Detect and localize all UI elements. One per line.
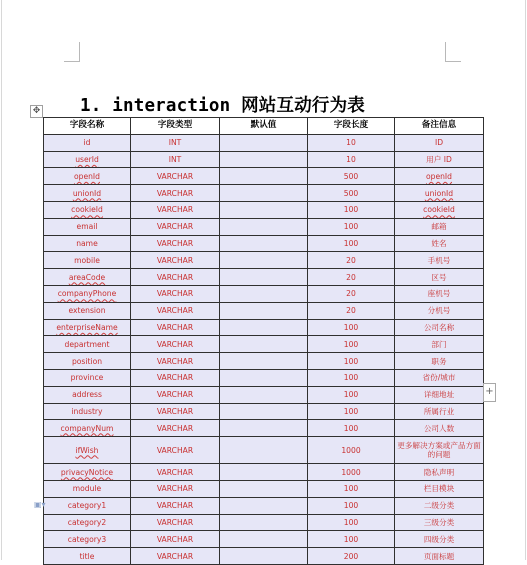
cell-length-text: 1000 — [341, 445, 361, 455]
cell-name[interactable] — [44, 252, 131, 269]
table-header-row — [44, 118, 484, 135]
cell-name-text: enterpriseName — [56, 322, 118, 332]
cell-note[interactable] — [395, 386, 484, 403]
cell-type-text: VARCHAR — [156, 373, 194, 383]
cell-length[interactable] — [308, 336, 395, 353]
table-row — [44, 464, 484, 481]
cell-length[interactable] — [308, 269, 395, 286]
cell-note-text: 页面标题 — [423, 551, 455, 561]
cell-length[interactable] — [308, 185, 395, 202]
column-header: 备注信息 — [395, 118, 484, 135]
cell-name[interactable] — [44, 464, 131, 481]
cell-name[interactable] — [44, 497, 131, 514]
cell-type-text: VARCHAR — [156, 205, 194, 215]
cell-length[interactable] — [308, 319, 395, 336]
cell-name-text: companyPhone — [57, 289, 117, 299]
cell-name-text: category1 — [67, 501, 107, 511]
cell-type-text: VARCHAR — [156, 551, 194, 561]
cell-length[interactable] — [308, 302, 395, 319]
cell-name-text: userId — [75, 154, 99, 164]
table-row — [44, 437, 484, 464]
cell-note[interactable] — [395, 403, 484, 420]
cell-note[interactable] — [395, 235, 484, 252]
cell-type-text: VARCHAR — [156, 339, 194, 349]
page-left-edge — [1, 0, 2, 560]
table-row — [44, 285, 484, 302]
cell-note-text: 所属行业 — [423, 406, 455, 416]
cell-type-text: VARCHAR — [156, 171, 194, 181]
cell-length-text: 100 — [343, 356, 359, 366]
cell-type-text: VARCHAR — [156, 501, 194, 511]
table-row — [44, 134, 484, 151]
cell-type-text: VARCHAR — [156, 423, 194, 433]
column-header: 字段类型 — [131, 118, 220, 135]
cell-type[interactable] — [131, 514, 220, 531]
cell-note[interactable] — [395, 151, 484, 168]
column-header: 默认值 — [220, 118, 308, 135]
cell-name[interactable] — [44, 420, 131, 437]
column-header: 字段名称 — [44, 118, 131, 135]
cell-length-text: 10 — [346, 138, 356, 148]
cell-note[interactable] — [395, 514, 484, 531]
crop-mark-top-left-horizontal — [64, 61, 80, 62]
cell-note-text: 公司名称 — [423, 322, 455, 332]
cell-name-text: position — [71, 356, 103, 366]
cell-type-text: VARCHAR — [156, 272, 194, 282]
cell-name-text: category3 — [67, 534, 107, 544]
table-row — [44, 480, 484, 497]
cell-default[interactable] — [220, 269, 308, 286]
cell-type[interactable] — [131, 285, 220, 302]
cell-name-text: department — [64, 339, 110, 349]
cell-note[interactable] — [395, 285, 484, 302]
cell-default[interactable] — [220, 531, 308, 548]
cell-name[interactable] — [44, 480, 131, 497]
cell-length-text: 100 — [343, 205, 359, 215]
cell-type-text: VARCHAR — [156, 238, 194, 248]
cell-type[interactable] — [131, 218, 220, 235]
cell-default[interactable] — [220, 353, 308, 370]
cell-type[interactable] — [131, 480, 220, 497]
cell-length-text: 100 — [343, 390, 359, 400]
cell-type[interactable] — [131, 336, 220, 353]
cell-note[interactable] — [395, 185, 484, 202]
cell-type-text: INT — [168, 138, 182, 148]
table-row — [44, 531, 484, 548]
cell-default[interactable] — [220, 185, 308, 202]
cell-name-text: openId — [73, 171, 100, 181]
cell-name[interactable] — [44, 302, 131, 319]
row-options-icon[interactable]: ▣▾ — [34, 500, 46, 509]
table-row — [44, 185, 484, 202]
cell-length-text: 100 — [343, 339, 359, 349]
table-row — [44, 201, 484, 218]
cell-note[interactable] — [395, 464, 484, 481]
cell-type-text: VARCHAR — [156, 188, 194, 198]
cell-note-text: unionId — [424, 188, 454, 198]
cell-length-text: 100 — [343, 423, 359, 433]
cell-type[interactable] — [131, 269, 220, 286]
cell-length-text: 100 — [343, 517, 359, 527]
cell-name-text: extension — [68, 306, 106, 316]
cell-length-text: 100 — [343, 534, 359, 544]
cell-length[interactable] — [308, 480, 395, 497]
cell-length-text: 100 — [343, 406, 359, 416]
cell-name[interactable] — [44, 201, 131, 218]
cell-type[interactable] — [131, 548, 220, 565]
cell-name-text: email — [76, 222, 98, 232]
cell-type-text: VARCHAR — [156, 467, 194, 477]
cell-default[interactable] — [220, 319, 308, 336]
cell-note-text: cookieId — [423, 205, 455, 215]
cell-note[interactable] — [395, 531, 484, 548]
cell-note-text: 部门 — [431, 339, 447, 349]
cell-note[interactable] — [395, 252, 484, 269]
cell-default[interactable] — [220, 134, 308, 151]
cell-type[interactable] — [131, 302, 220, 319]
cell-type-text: INT — [168, 154, 182, 164]
table-row — [44, 302, 484, 319]
cell-note-text: 姓名 — [431, 238, 447, 248]
cell-name[interactable] — [44, 285, 131, 302]
cell-default[interactable] — [220, 252, 308, 269]
cell-length-text: 200 — [343, 551, 359, 561]
cell-name-text: category2 — [67, 517, 107, 527]
cell-type[interactable] — [131, 464, 220, 481]
cell-length[interactable] — [308, 514, 395, 531]
cell-default[interactable] — [220, 151, 308, 168]
table-row — [44, 403, 484, 420]
cell-type-text: VARCHAR — [156, 406, 194, 416]
table-row — [44, 514, 484, 531]
cell-default[interactable] — [220, 497, 308, 514]
cell-default[interactable] — [220, 336, 308, 353]
cell-note-text: 邮箱 — [431, 222, 447, 232]
cell-note[interactable] — [395, 336, 484, 353]
cell-name[interactable] — [44, 218, 131, 235]
cell-note[interactable] — [395, 168, 484, 185]
cell-length[interactable] — [308, 285, 395, 302]
cell-length[interactable] — [308, 151, 395, 168]
cell-default[interactable] — [220, 285, 308, 302]
cell-name[interactable] — [44, 185, 131, 202]
heading-table-name: interaction — [112, 96, 231, 116]
cell-length-text: 20 — [346, 272, 356, 282]
cell-type-text: VARCHAR — [156, 306, 194, 316]
cell-name[interactable] — [44, 235, 131, 252]
cell-note-text: 更多解决方案或产品方面的问题 — [397, 441, 481, 460]
cell-default[interactable] — [220, 369, 308, 386]
table-row — [44, 369, 484, 386]
cell-type[interactable] — [131, 134, 220, 151]
cell-note[interactable] — [395, 134, 484, 151]
crop-mark-top-left-vertical — [79, 42, 80, 62]
cell-default[interactable] — [220, 168, 308, 185]
cell-type[interactable] — [131, 497, 220, 514]
cell-note-text: 省份/城市 — [422, 373, 456, 383]
cell-name[interactable] — [44, 319, 131, 336]
cell-note[interactable] — [395, 218, 484, 235]
cell-note[interactable] — [395, 319, 484, 336]
field-table — [43, 117, 484, 565]
cell-type[interactable] — [131, 168, 220, 185]
cell-name-text: mobile — [74, 255, 100, 265]
page-right-edge — [525, 0, 526, 560]
cell-type[interactable] — [131, 151, 220, 168]
cell-note-text: 职务 — [431, 356, 447, 366]
cell-name[interactable] — [44, 336, 131, 353]
cell-type-text: VARCHAR — [156, 517, 194, 527]
cell-length-text: 100 — [343, 484, 359, 494]
cell-note-text: ID — [434, 138, 444, 148]
cell-length[interactable] — [308, 353, 395, 370]
cell-length[interactable] — [308, 235, 395, 252]
cell-name-text: province — [70, 373, 104, 383]
cell-note-text: 座机号 — [427, 289, 451, 299]
cell-type-text: VARCHAR — [156, 289, 194, 299]
cell-type-text: VARCHAR — [156, 445, 194, 455]
cell-name[interactable] — [44, 369, 131, 386]
cell-length[interactable] — [308, 168, 395, 185]
cell-name-text: name — [76, 238, 98, 248]
cell-default[interactable] — [220, 201, 308, 218]
cell-name-text: module — [72, 484, 102, 494]
cell-default[interactable] — [220, 420, 308, 437]
cell-name[interactable] — [44, 151, 131, 168]
cell-name[interactable] — [44, 531, 131, 548]
heading-table-title: 网站互动行为表 — [241, 96, 365, 116]
section-heading — [80, 92, 365, 117]
cell-length-text: 20 — [346, 289, 356, 299]
cell-name[interactable] — [44, 386, 131, 403]
table-row — [44, 218, 484, 235]
cell-length-text: 20 — [346, 306, 356, 316]
cell-note[interactable] — [395, 480, 484, 497]
cell-name-text: privacyNotice — [60, 467, 114, 477]
cell-note-text: 手机号 — [427, 255, 451, 265]
cell-type[interactable] — [131, 319, 220, 336]
cell-note-text: 公司人数 — [423, 423, 455, 433]
cell-length[interactable] — [308, 252, 395, 269]
cell-type-text: VARCHAR — [156, 255, 194, 265]
cell-default[interactable] — [220, 514, 308, 531]
cell-note[interactable] — [395, 201, 484, 218]
cell-name-text: title — [79, 551, 95, 561]
cell-length-text: 100 — [343, 238, 359, 248]
cell-note-text: 隐私声明 — [423, 467, 455, 477]
cell-default[interactable] — [220, 235, 308, 252]
table-row — [44, 151, 484, 168]
cell-note-text: 详细地址 — [423, 390, 455, 400]
cell-length[interactable] — [308, 386, 395, 403]
cell-type-text: VARCHAR — [156, 484, 194, 494]
cell-length[interactable] — [308, 497, 395, 514]
cell-name[interactable] — [44, 353, 131, 370]
cell-note-text: 三级分类 — [423, 517, 455, 527]
cell-name-text: companyNum — [60, 423, 114, 433]
cell-length[interactable] — [308, 201, 395, 218]
cell-type-text: VARCHAR — [156, 356, 194, 366]
table-row — [44, 235, 484, 252]
cell-name-text: cookieId — [71, 205, 103, 215]
cell-type[interactable] — [131, 369, 220, 386]
table-row — [44, 548, 484, 565]
table-row — [44, 252, 484, 269]
cell-note[interactable] — [395, 548, 484, 565]
table-row — [44, 420, 484, 437]
table-row — [44, 336, 484, 353]
cell-type[interactable] — [131, 185, 220, 202]
cell-length[interactable] — [308, 134, 395, 151]
table-row — [44, 386, 484, 403]
cell-default[interactable] — [220, 464, 308, 481]
cell-note[interactable] — [395, 353, 484, 370]
cell-note-text: 栏目模块 — [423, 484, 455, 494]
table-row — [44, 168, 484, 185]
cell-note[interactable] — [395, 497, 484, 514]
cell-length[interactable] — [308, 403, 395, 420]
cell-type-text: VARCHAR — [156, 322, 194, 332]
cell-name-text: id — [83, 138, 91, 148]
cell-type[interactable] — [131, 201, 220, 218]
cell-length[interactable] — [308, 531, 395, 548]
move-arrows-icon[interactable]: ✥ — [30, 105, 43, 118]
cell-length-text: 20 — [346, 255, 356, 265]
table-row — [44, 353, 484, 370]
cell-name-text: industry — [71, 406, 103, 416]
plus-icon[interactable]: + — [483, 383, 496, 402]
cell-default[interactable] — [220, 386, 308, 403]
cell-name-text: ifWish — [75, 445, 99, 455]
table-body — [44, 134, 484, 564]
cell-default[interactable] — [220, 403, 308, 420]
cell-note[interactable] — [395, 302, 484, 319]
table-row — [44, 269, 484, 286]
cell-type[interactable] — [131, 353, 220, 370]
cell-length-text: 500 — [343, 188, 359, 198]
cell-name[interactable] — [44, 514, 131, 531]
cell-note[interactable] — [395, 269, 484, 286]
crop-mark-top-right-horizontal — [445, 61, 461, 62]
cell-note[interactable] — [395, 437, 484, 464]
cell-type[interactable] — [131, 403, 220, 420]
cell-name[interactable] — [44, 168, 131, 185]
cell-default[interactable] — [220, 302, 308, 319]
cell-name[interactable] — [44, 403, 131, 420]
cell-type[interactable] — [131, 531, 220, 548]
cell-name[interactable] — [44, 548, 131, 565]
cell-default[interactable] — [220, 480, 308, 497]
cell-length-text: 100 — [343, 322, 359, 332]
cell-length[interactable] — [308, 548, 395, 565]
cell-name[interactable] — [44, 437, 131, 464]
cell-length[interactable] — [308, 218, 395, 235]
cell-length[interactable] — [308, 369, 395, 386]
crop-mark-top-right-vertical — [445, 42, 446, 62]
cell-name-text: address — [72, 390, 102, 400]
cell-length-text: 10 — [346, 154, 356, 164]
cell-length-text: 1000 — [341, 467, 361, 477]
cell-type[interactable] — [131, 235, 220, 252]
cell-note-text: 四级分类 — [423, 534, 455, 544]
cell-default[interactable] — [220, 218, 308, 235]
cell-note[interactable] — [395, 369, 484, 386]
cell-default[interactable] — [220, 548, 308, 565]
cell-note-text: 区号 — [431, 272, 447, 282]
cell-default[interactable] — [220, 437, 308, 464]
cell-name[interactable] — [44, 134, 131, 151]
cell-length[interactable] — [308, 437, 395, 464]
cell-type-text: VARCHAR — [156, 222, 194, 232]
cell-name-text: areaCode — [68, 272, 106, 282]
cell-type-text: VARCHAR — [156, 390, 194, 400]
cell-length-text: 100 — [343, 501, 359, 511]
cell-type[interactable] — [131, 437, 220, 464]
cell-note-text: 用户 ID — [426, 154, 452, 164]
cell-type[interactable] — [131, 420, 220, 437]
cell-note-text: 分机号 — [427, 306, 451, 316]
column-header: 字段长度 — [308, 118, 395, 135]
cell-length-text: 500 — [343, 171, 359, 181]
table-row — [44, 497, 484, 514]
cell-type-text: VARCHAR — [156, 534, 194, 544]
cell-note-text: openId — [425, 171, 452, 181]
cell-length-text: 100 — [343, 222, 359, 232]
cell-note-text: 二级分类 — [423, 501, 455, 511]
cell-type[interactable] — [131, 386, 220, 403]
table-row — [44, 319, 484, 336]
cell-name[interactable] — [44, 269, 131, 286]
cell-length[interactable] — [308, 420, 395, 437]
cell-type[interactable] — [131, 252, 220, 269]
cell-note[interactable] — [395, 420, 484, 437]
cell-name-text: unionId — [72, 188, 102, 198]
cell-length[interactable] — [308, 464, 395, 481]
heading-number: 1. — [80, 96, 102, 116]
cell-length-text: 100 — [343, 373, 359, 383]
